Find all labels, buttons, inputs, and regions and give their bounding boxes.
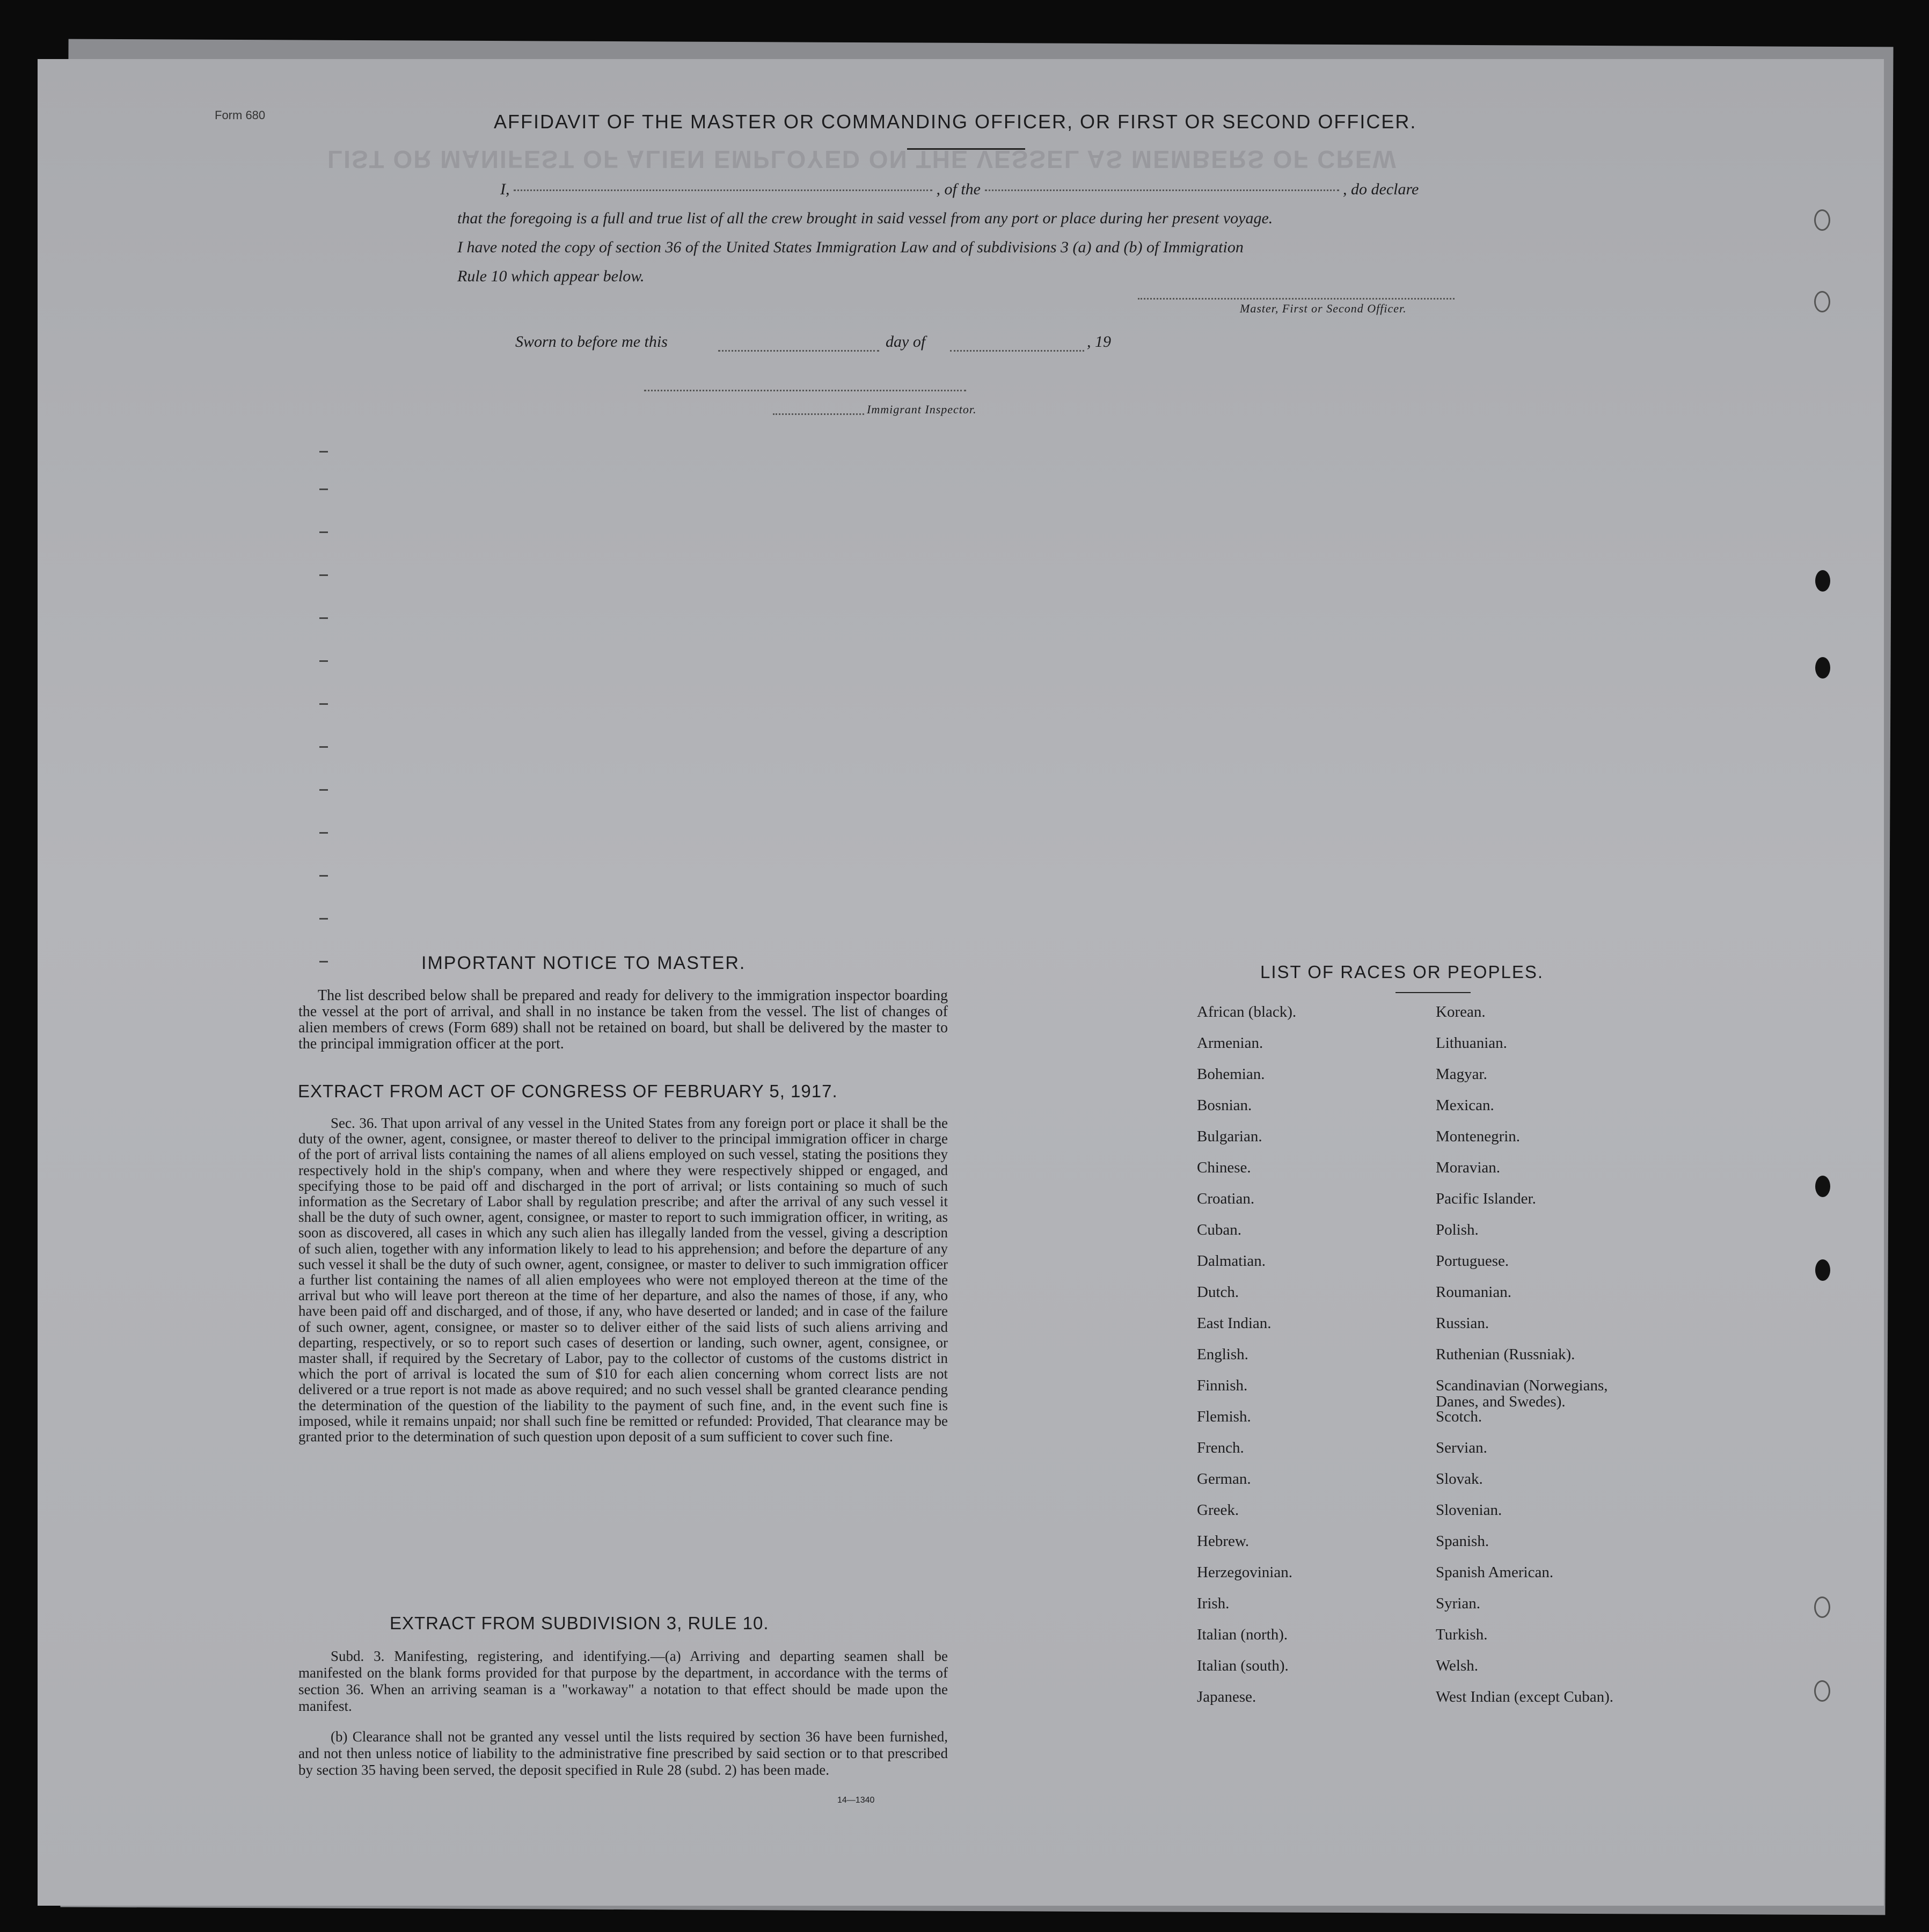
officer-signature-label: Master, First or Second Officer. xyxy=(1240,302,1407,315)
race-left: English. xyxy=(1197,1346,1248,1363)
punch-hole xyxy=(1814,291,1830,312)
margin-tick xyxy=(319,617,328,619)
race-left: Herzegovinian. xyxy=(1197,1564,1292,1581)
race-right: Slovak. xyxy=(1436,1470,1483,1488)
margin-tick xyxy=(319,531,328,533)
punch-hole xyxy=(1815,570,1830,592)
sworn-month-blank[interactable] xyxy=(950,350,1084,352)
race-right: Polish. xyxy=(1436,1221,1479,1238)
race-right: Lithuanian. xyxy=(1436,1034,1507,1052)
punch-hole xyxy=(1815,1259,1830,1281)
race-left: French. xyxy=(1197,1439,1244,1456)
margin-tick xyxy=(319,703,328,705)
print-code: 14—1340 xyxy=(837,1796,875,1805)
rule-body-b: (b) Clearance shall not be granted any vessel until the lists required by section 36 have been furnished, and not then unless notice of liability to the administrative fine prescribed by said section or to that prescribed by section 35 having been served, the deposit specified in Rule 28 (subd. 2) has been made. xyxy=(298,1729,948,1778)
margin-tick xyxy=(319,875,328,877)
declaration-line-4: Rule 10 which appear below. xyxy=(457,267,645,285)
officer-signature-line[interactable] xyxy=(1138,298,1455,300)
declaration-of-the: , of the xyxy=(936,180,981,198)
race-right: Servian. xyxy=(1436,1439,1487,1456)
races-list xyxy=(1197,1004,1734,1720)
race-left: Bulgarian. xyxy=(1197,1128,1262,1145)
affidavit-title: AFFIDAVIT OF THE MASTER OR COMMANDING OFFICER, OR FIRST OR SECOND OFFICER. xyxy=(494,111,1417,133)
bleed-through-header: LIST OR MANIFEST OF ALIEN EMPLOYED ON THE VESSEL AS MEMBERS OF CREW xyxy=(327,145,1397,173)
race-right: Magyar. xyxy=(1436,1066,1487,1083)
race-right: Syrian. xyxy=(1436,1595,1480,1612)
inspector-signature-line-lead xyxy=(773,413,864,415)
race-left: Flemish. xyxy=(1197,1408,1251,1425)
sworn-day-of: day of xyxy=(886,333,926,351)
rule-body-a: Subd. 3. Manifesting, registering, and identifying.—(a) Arriving and departing seamen shall be manifested on the blank forms provided for that purpose by the department, in accordance with the terms of section 36. When an arriving seaman is a "workaway" a notation to that effect should be made upon the manifest. xyxy=(298,1648,948,1714)
race-left: Irish. xyxy=(1197,1595,1230,1612)
race-left: Armenian. xyxy=(1197,1034,1263,1052)
race-right: Welsh. xyxy=(1436,1657,1479,1674)
sworn-prefix: Sworn to before me this xyxy=(515,333,668,351)
races-title-underline xyxy=(1395,992,1471,993)
notice-title: IMPORTANT NOTICE TO MASTER. xyxy=(421,953,746,973)
race-right: Pacific Islander. xyxy=(1436,1190,1536,1207)
punch-hole xyxy=(1814,1596,1830,1618)
race-left: Greek. xyxy=(1197,1501,1239,1519)
margin-tick xyxy=(319,660,328,662)
rule-title: EXTRACT FROM SUBDIVISION 3, RULE 10. xyxy=(390,1613,769,1633)
race-right: Scotch. xyxy=(1436,1408,1482,1425)
race-left: German. xyxy=(1197,1470,1251,1488)
race-right: Mexican. xyxy=(1436,1097,1494,1114)
race-right: Portuguese. xyxy=(1436,1252,1509,1270)
title-underline xyxy=(907,148,1025,150)
punch-hole xyxy=(1815,1176,1830,1197)
form-number: Form 680 xyxy=(215,108,266,122)
race-right: Slovenian. xyxy=(1436,1501,1502,1519)
vessel-blank[interactable] xyxy=(985,189,1339,191)
declaration-do-declare: , do declare xyxy=(1343,180,1419,198)
declaration-i: I, xyxy=(500,180,510,198)
name-blank[interactable] xyxy=(514,189,932,191)
race-left: East Indian. xyxy=(1197,1315,1272,1332)
race-right: West Indian (except Cuban). xyxy=(1436,1688,1614,1705)
race-left: Italian (south). xyxy=(1197,1657,1289,1674)
race-right: Montenegrin. xyxy=(1436,1128,1521,1145)
margin-tick xyxy=(319,746,328,748)
sworn-day-blank[interactable] xyxy=(718,350,879,352)
race-left: Hebrew. xyxy=(1197,1533,1250,1550)
declaration-line-1 xyxy=(457,175,1509,204)
punch-hole xyxy=(1814,1680,1830,1702)
margin-tick xyxy=(319,451,328,453)
race-right: Moravian. xyxy=(1436,1159,1500,1176)
race-left: Japanese. xyxy=(1197,1688,1256,1705)
margin-tick xyxy=(319,832,328,834)
race-left: Dutch. xyxy=(1197,1284,1239,1301)
race-left: African (black). xyxy=(1197,1003,1297,1020)
race-right: Roumanian. xyxy=(1436,1284,1511,1301)
race-left: Finnish. xyxy=(1197,1377,1248,1394)
margin-tick xyxy=(319,961,328,963)
race-right: Ruthenian (Russniak). xyxy=(1436,1346,1575,1363)
act-body: Sec. 36. That upon arrival of any vessel in the United States from any foreign port or place it shall be the duty of the owner, agent, consignee, or master thereof to deliver to the principal immigration officer in charge of the port of arrival lists containing the names of all aliens employed on such vessel, stating the positions they respectively hold in the ship's company, when and where they were respectively shipped or engaged, and specifying those to be paid off and discharged in the port of arrival; or lists containing so much of such information as the Secretary of Labor shall by regulation prescribe; and after the arrival of any such vessel it shall be the duty of such owner, agent, consignee, or master to report to such immigration officer, in writing, as soon as discovered, all cases in which any such alien has illegally landed from the vessel, giving a description of such alien, together with any information likely to lead to his apprehension; and before the departure of any such vessel it shall be the duty of such owner, agent, consignee, or master to deliver to such immigration officer a further list containing the names of all alien employees who were not employed thereon at the time of the arrival but who will leave port thereon at the time of her departure, and also the names of those, if any, who have been paid off and discharged, and of those, if any, who have deserted or landed; and in case of the failure of such owner, agent, consignee, or master so to deliver either of the said lists of such aliens arriving and departing, respectively, or so to report such cases of desertion or landing, such owner, agent, consignee, or master shall, if required by the Secretary of Labor, pay to the collector of customs of the customs district in which the port of arrival is located the sum of $10 for each alien concerning whom correct lists are not delivered or a true report is not made as above required; and no such vessel shall be granted clearance pending the determination of the question of the liability to the payment of such fine, and, in the event such fine is imposed, while it remains unpaid; nor shall such fine be remitted or refunded: Provided, That clearance may be granted prior to the determination of such question upon deposit of a sum sufficient to cover such fine. xyxy=(298,1115,948,1445)
margin-tick xyxy=(319,489,328,490)
act-title: EXTRACT FROM ACT OF CONGRESS OF FEBRUARY 5, 1917. xyxy=(298,1081,838,1101)
punch-hole xyxy=(1815,657,1830,679)
race-right: Turkish. xyxy=(1436,1626,1488,1643)
races-title: LIST OF RACES OR PEOPLES. xyxy=(1260,962,1544,982)
race-left: Cuban. xyxy=(1197,1221,1241,1238)
race-left: Italian (north). xyxy=(1197,1626,1288,1643)
race-left: Croatian. xyxy=(1197,1190,1255,1207)
inspector-signature-line[interactable] xyxy=(644,390,966,391)
race-right: Spanish American. xyxy=(1436,1564,1554,1581)
form-page xyxy=(38,59,1884,1906)
margin-tick xyxy=(319,789,328,791)
margin-tick xyxy=(319,918,328,920)
race-right: Spanish. xyxy=(1436,1533,1489,1550)
declaration-line-2: that the foregoing is a full and true list of all the crew brought in said vessel from any port or place during her present voyage. xyxy=(457,209,1273,227)
race-left: Chinese. xyxy=(1197,1159,1251,1176)
punch-hole xyxy=(1814,209,1830,231)
race-right: Korean. xyxy=(1436,1003,1486,1020)
race-left: Bosnian. xyxy=(1197,1097,1252,1114)
race-left: Bohemian. xyxy=(1197,1066,1265,1083)
race-left: Dalmatian. xyxy=(1197,1252,1266,1270)
declaration xyxy=(457,175,1509,291)
notice-body: The list described below shall be prepared and ready for delivery to the immigration inspector boarding the vessel at the port of arrival, and shall in no instance be taken from the vessel. The list of changes of alien members of crews (Form 689) shall not be retained on board, but shall be delivered by the master to the principal immigration officer at the port. xyxy=(298,987,948,1052)
sworn-year: , 19 xyxy=(1087,333,1111,351)
inspector-label: Immigrant Inspector. xyxy=(867,403,977,416)
declaration-line-3: I have noted the copy of section 36 of the United States Immigration Law and of subdivisions 3 (a) and (b) of Immigration xyxy=(457,238,1244,256)
race-right: Russian. xyxy=(1436,1315,1489,1332)
race-right: Scandinavian (Norwegians, Danes, and Swedes). xyxy=(1436,1377,1608,1410)
margin-tick xyxy=(319,574,328,576)
